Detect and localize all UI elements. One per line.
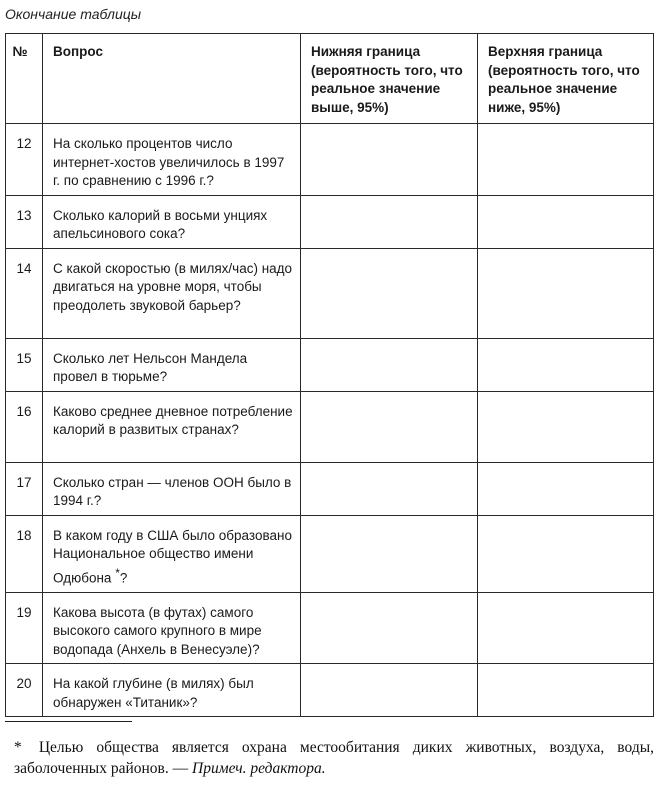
row-number: 19 bbox=[6, 592, 43, 664]
row-number: 12 bbox=[6, 124, 43, 196]
footnote-text: Целью общества является охрана местообитания диких животных, воздуха, воды, заболоченных районов. — bbox=[14, 739, 655, 777]
table-row bbox=[6, 338, 654, 391]
table-row bbox=[6, 124, 654, 196]
question-cell: Сколько калорий в восьми унциях апельсинового сока? bbox=[43, 195, 301, 248]
footnote-divider bbox=[5, 721, 132, 722]
table-row bbox=[6, 592, 654, 664]
row-number: 17 bbox=[6, 462, 43, 515]
table-row bbox=[6, 462, 654, 515]
upper-bound-cell bbox=[478, 195, 654, 248]
question-cell bbox=[43, 515, 301, 592]
upper-bound-cell bbox=[478, 124, 654, 196]
lower-bound-cell bbox=[301, 124, 478, 196]
header-number: № bbox=[6, 34, 43, 124]
editor-note: Примеч. редактора. bbox=[192, 760, 326, 777]
lower-bound-cell bbox=[301, 515, 478, 592]
lower-bound-cell bbox=[301, 338, 478, 391]
question-cell: На какой глубине (в милях) был обнаружен «Титаник»? bbox=[43, 664, 301, 717]
question-cell: Каково среднее дневное потребление калорий в развитых странах? bbox=[43, 391, 301, 462]
upper-bound-cell bbox=[478, 338, 654, 391]
upper-bound-cell bbox=[478, 515, 654, 592]
question-cell: С какой скоростью (в милях/час) надо двигаться на уровне моря, чтобы преодолеть звуковой барьер? bbox=[43, 248, 301, 338]
footnote-reference-mark: * bbox=[115, 565, 120, 580]
table-continuation-caption: Окончание таблицы bbox=[5, 6, 142, 22]
question-cell: На сколько процентов число интернет-хостов увеличилось в 1997 г. по сравнению с 1996 г.? bbox=[43, 124, 301, 196]
lower-bound-cell bbox=[301, 664, 478, 717]
upper-bound-cell bbox=[478, 391, 654, 462]
upper-bound-cell bbox=[478, 248, 654, 338]
header-upper-bound: Верхняя граница (вероятность того, что реальное значение ниже, 95%) bbox=[478, 34, 654, 124]
table-row bbox=[6, 195, 654, 248]
upper-bound-cell bbox=[478, 592, 654, 664]
question-cell: Сколько лет Нельсон Мандела провел в тюрьме? bbox=[43, 338, 301, 391]
row-number: 14 bbox=[6, 248, 43, 338]
header-question: Вопрос bbox=[43, 34, 301, 124]
table-row bbox=[6, 248, 654, 338]
row-number: 16 bbox=[6, 391, 43, 462]
row-number: 20 bbox=[6, 664, 43, 717]
lower-bound-cell bbox=[301, 462, 478, 515]
table-row bbox=[6, 664, 654, 717]
header-lower-bound: Нижняя граница (вероятность того, что реальное значение выше, 95%) bbox=[301, 34, 478, 124]
question-text: В каком году в США было образовано Национальное общество имени Одюбона bbox=[53, 527, 292, 585]
table-header-row bbox=[6, 34, 654, 124]
table-row bbox=[6, 515, 654, 592]
lower-bound-cell bbox=[301, 592, 478, 664]
estimation-questions-table bbox=[5, 33, 654, 717]
question-cell: Сколько стран — членов ООН было в 1994 г.? bbox=[43, 462, 301, 515]
lower-bound-cell bbox=[301, 391, 478, 462]
table-row bbox=[6, 391, 654, 462]
footnote-mark: * bbox=[14, 739, 22, 756]
lower-bound-cell bbox=[301, 195, 478, 248]
row-number: 15 bbox=[6, 338, 43, 391]
row-number: 18 bbox=[6, 515, 43, 592]
footnote bbox=[14, 737, 654, 779]
upper-bound-cell bbox=[478, 462, 654, 515]
question-text-end: ? bbox=[119, 570, 128, 585]
upper-bound-cell bbox=[478, 664, 654, 717]
row-number: 13 bbox=[6, 195, 43, 248]
question-cell: Какова высота (в футах) самого высокого самого крупного в мире водопада (Анхель в Венесуэле)? bbox=[43, 592, 301, 664]
lower-bound-cell bbox=[301, 248, 478, 338]
